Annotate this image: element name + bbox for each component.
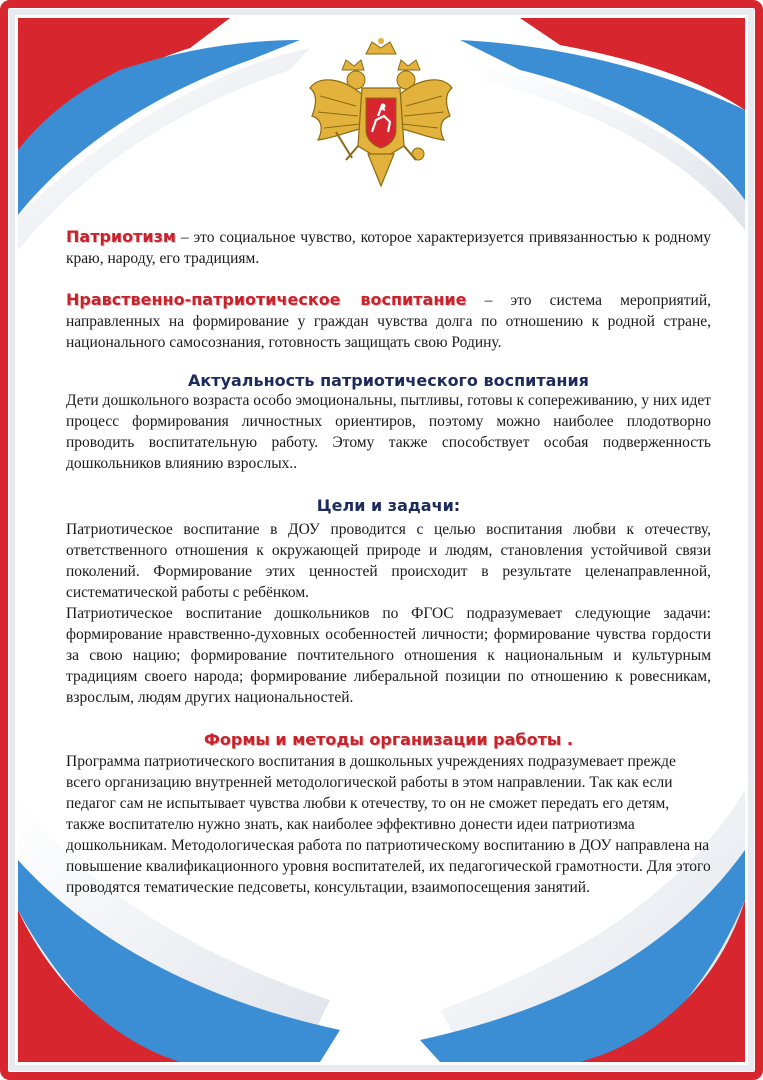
goals-paragraph-1: Патриотическое воспитание в ДОУ проводится с целью воспитания любви к отечеству, ответственного отношения к окружающей природе и людям, становления устойчивой связи поколений. Формирование этих ценностей происходит в результате целенаправленной, систематической работы с ребёнком. xyxy=(66,521,711,601)
relevance-heading: Актуальность патриотического воспитания xyxy=(188,371,589,390)
goals-paragraph-2: Патриотическое воспитание дошкольников по ФГОС подразумевает следующие задачи: формирование нравственно-духовных особенностей личности; формирование чувства гордости за свою нацию; формирование почтительного отношения к национальным и культурным традициям своего народа; формирование либеральной позиции по отношению к ровесникам, взрослым, людям других национальностей. xyxy=(66,605,711,706)
moral-education-definition xyxy=(66,289,711,353)
russian-coat-of-arms-icon xyxy=(306,36,456,198)
goals-heading: Цели и задачи: xyxy=(316,496,461,515)
forms-heading: Формы и методы организации работы . xyxy=(204,730,573,749)
relevance-text: Дети дошкольного возраста особо эмоциональны, пытливы, готовы к сопереживанию, у них идет процесс формирования личностных ориентиров, поэтому можно наиболее плодотворно проводить воспитательную работу. Этому также способствует особая подверженность дошкольников влиянию взрослых.. xyxy=(66,392,711,472)
forms-text: Программа патриотического воспитания в дошкольных учреждениях подразумевает прежде всего организацию внутренней методологической работы в этом направлении. Так как если педагог сам не испытывает чувства любви к отечеству, то он не сможет передать его детям, также воспитателю нужно знать, как наиболее эффективно донести идеи патриотизма дошкольникам. Методологическая работа по патриотическому воспитанию в ДОУ направлена на повышение квалификационного уровня воспитателей, их педагогической грамотности. Для этого проводятся тематические педсоветы, консультации, взаимопосещения занятий. xyxy=(66,753,711,896)
moral-education-text: – это система мероприятий, направленных на формирование у граждан чувства долга по отношению к родной стране, национального самосознания, готовность защищать свою Родину. xyxy=(66,292,711,351)
term-moral-education: Нравственно-патриотическое воспитание xyxy=(66,290,467,309)
document-body xyxy=(66,226,711,898)
patriotism-definition xyxy=(66,226,711,269)
patriotism-text: – это социальное чувство, которое характеризуется привязанностью к родному краю, народу, его традициям. xyxy=(66,229,711,267)
term-patriotism: Патриотизм xyxy=(66,227,176,246)
